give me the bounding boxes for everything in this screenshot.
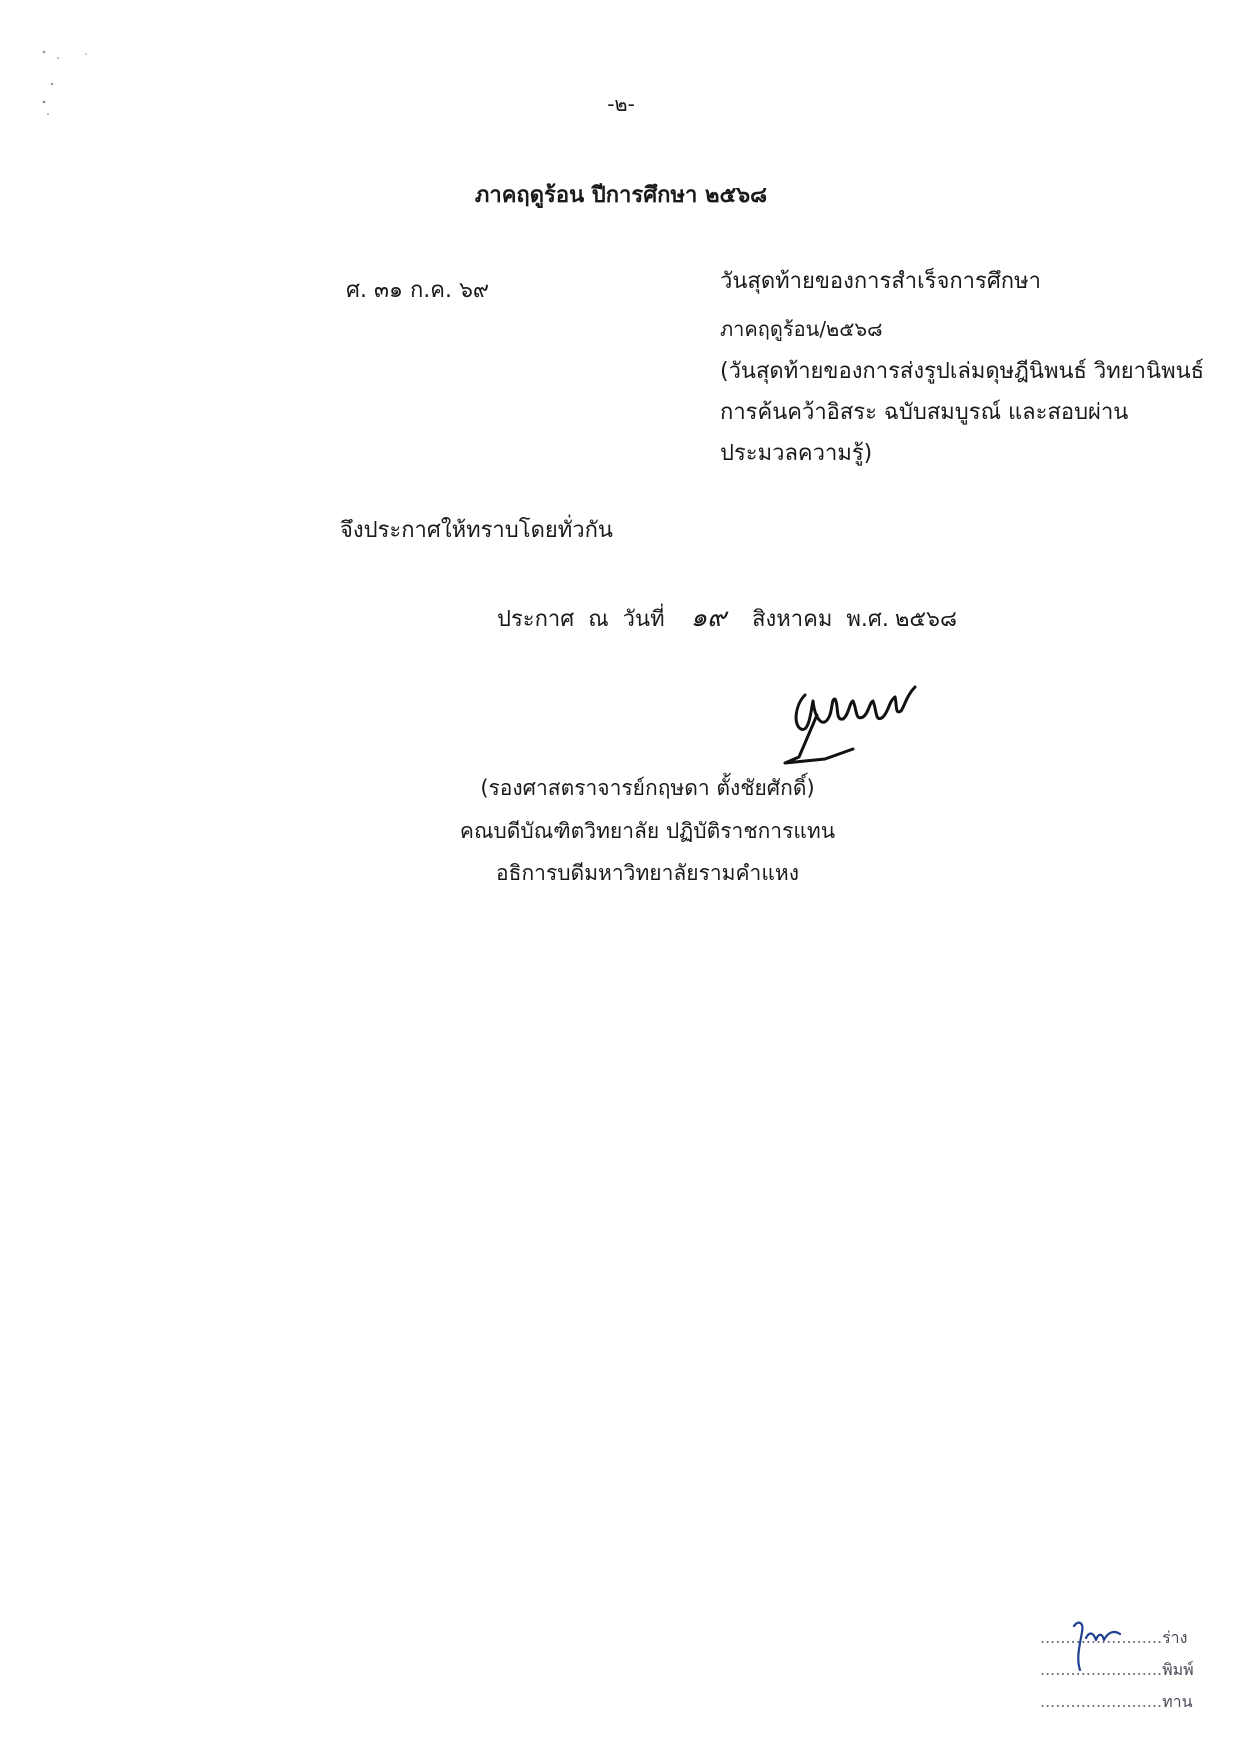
schedule-description-line: (วันสุดท้ายของการส่งรูปเล่มดุษฎีนิพนธ์ วิทยานิพนธ์	[720, 359, 1205, 384]
announcement-prefix: ประกาศ	[497, 607, 575, 632]
announcement-month: สิงหาคม	[752, 607, 833, 632]
initials-box	[1040, 1620, 1200, 1730]
initials-dots: ........................	[1040, 1692, 1163, 1711]
announcement-day: ๑๙	[690, 603, 727, 633]
announcement-year: ๒๕๖๘	[894, 607, 957, 632]
handwritten-signature	[765, 665, 945, 775]
initials-dots: ........................	[1040, 1628, 1163, 1647]
signer-position: คณบดีบัณฑิตวิทยาลัย ปฏิบัติราชการแทน	[459, 819, 836, 843]
initials-label-checked: ทาน	[1162, 1692, 1193, 1711]
schedule-description-line: ภาคฤดูร้อน/๒๕๖๘	[720, 317, 883, 341]
initials-scribble	[1068, 1614, 1138, 1674]
schedule-description-line: ประมวลความรู้)	[720, 441, 873, 466]
initials-dots: ........................	[1040, 1660, 1163, 1679]
announcement-date-line	[497, 597, 957, 638]
initials-label-draft: ร่าง	[1162, 1628, 1188, 1647]
initials-label-typed: พิมพ์	[1162, 1660, 1194, 1679]
day-label: วันที่	[622, 607, 665, 632]
schedule-date: ศ. ๓๑ ก.ค. ๖๙	[346, 278, 490, 303]
schedule-description-line: การค้นคว้าอิสระ ฉบับสมบูรณ์ และสอบผ่าน	[720, 400, 1129, 425]
signer-position-acting: อธิการบดีมหาวิทยาลัยรามคำแหง	[496, 861, 799, 885]
signer-name: (รองศาสตราจารย์กฤษดา ตั้งชัยศักดิ์)	[480, 776, 815, 800]
announcement-at: ณ	[588, 607, 609, 632]
page-number: -๒-	[607, 92, 635, 116]
announcement-era: พ.ศ.	[846, 607, 889, 632]
term-heading: ภาคฤดูร้อน ปีการศึกษา ๒๕๖๘	[474, 183, 768, 208]
initials-line-checked	[1040, 1690, 1193, 1715]
schedule-description-line: วันสุดท้ายของการสำเร็จการศึกษา	[720, 269, 1041, 294]
closing-statement: จึงประกาศให้ทราบโดยทั่วกัน	[340, 518, 613, 543]
